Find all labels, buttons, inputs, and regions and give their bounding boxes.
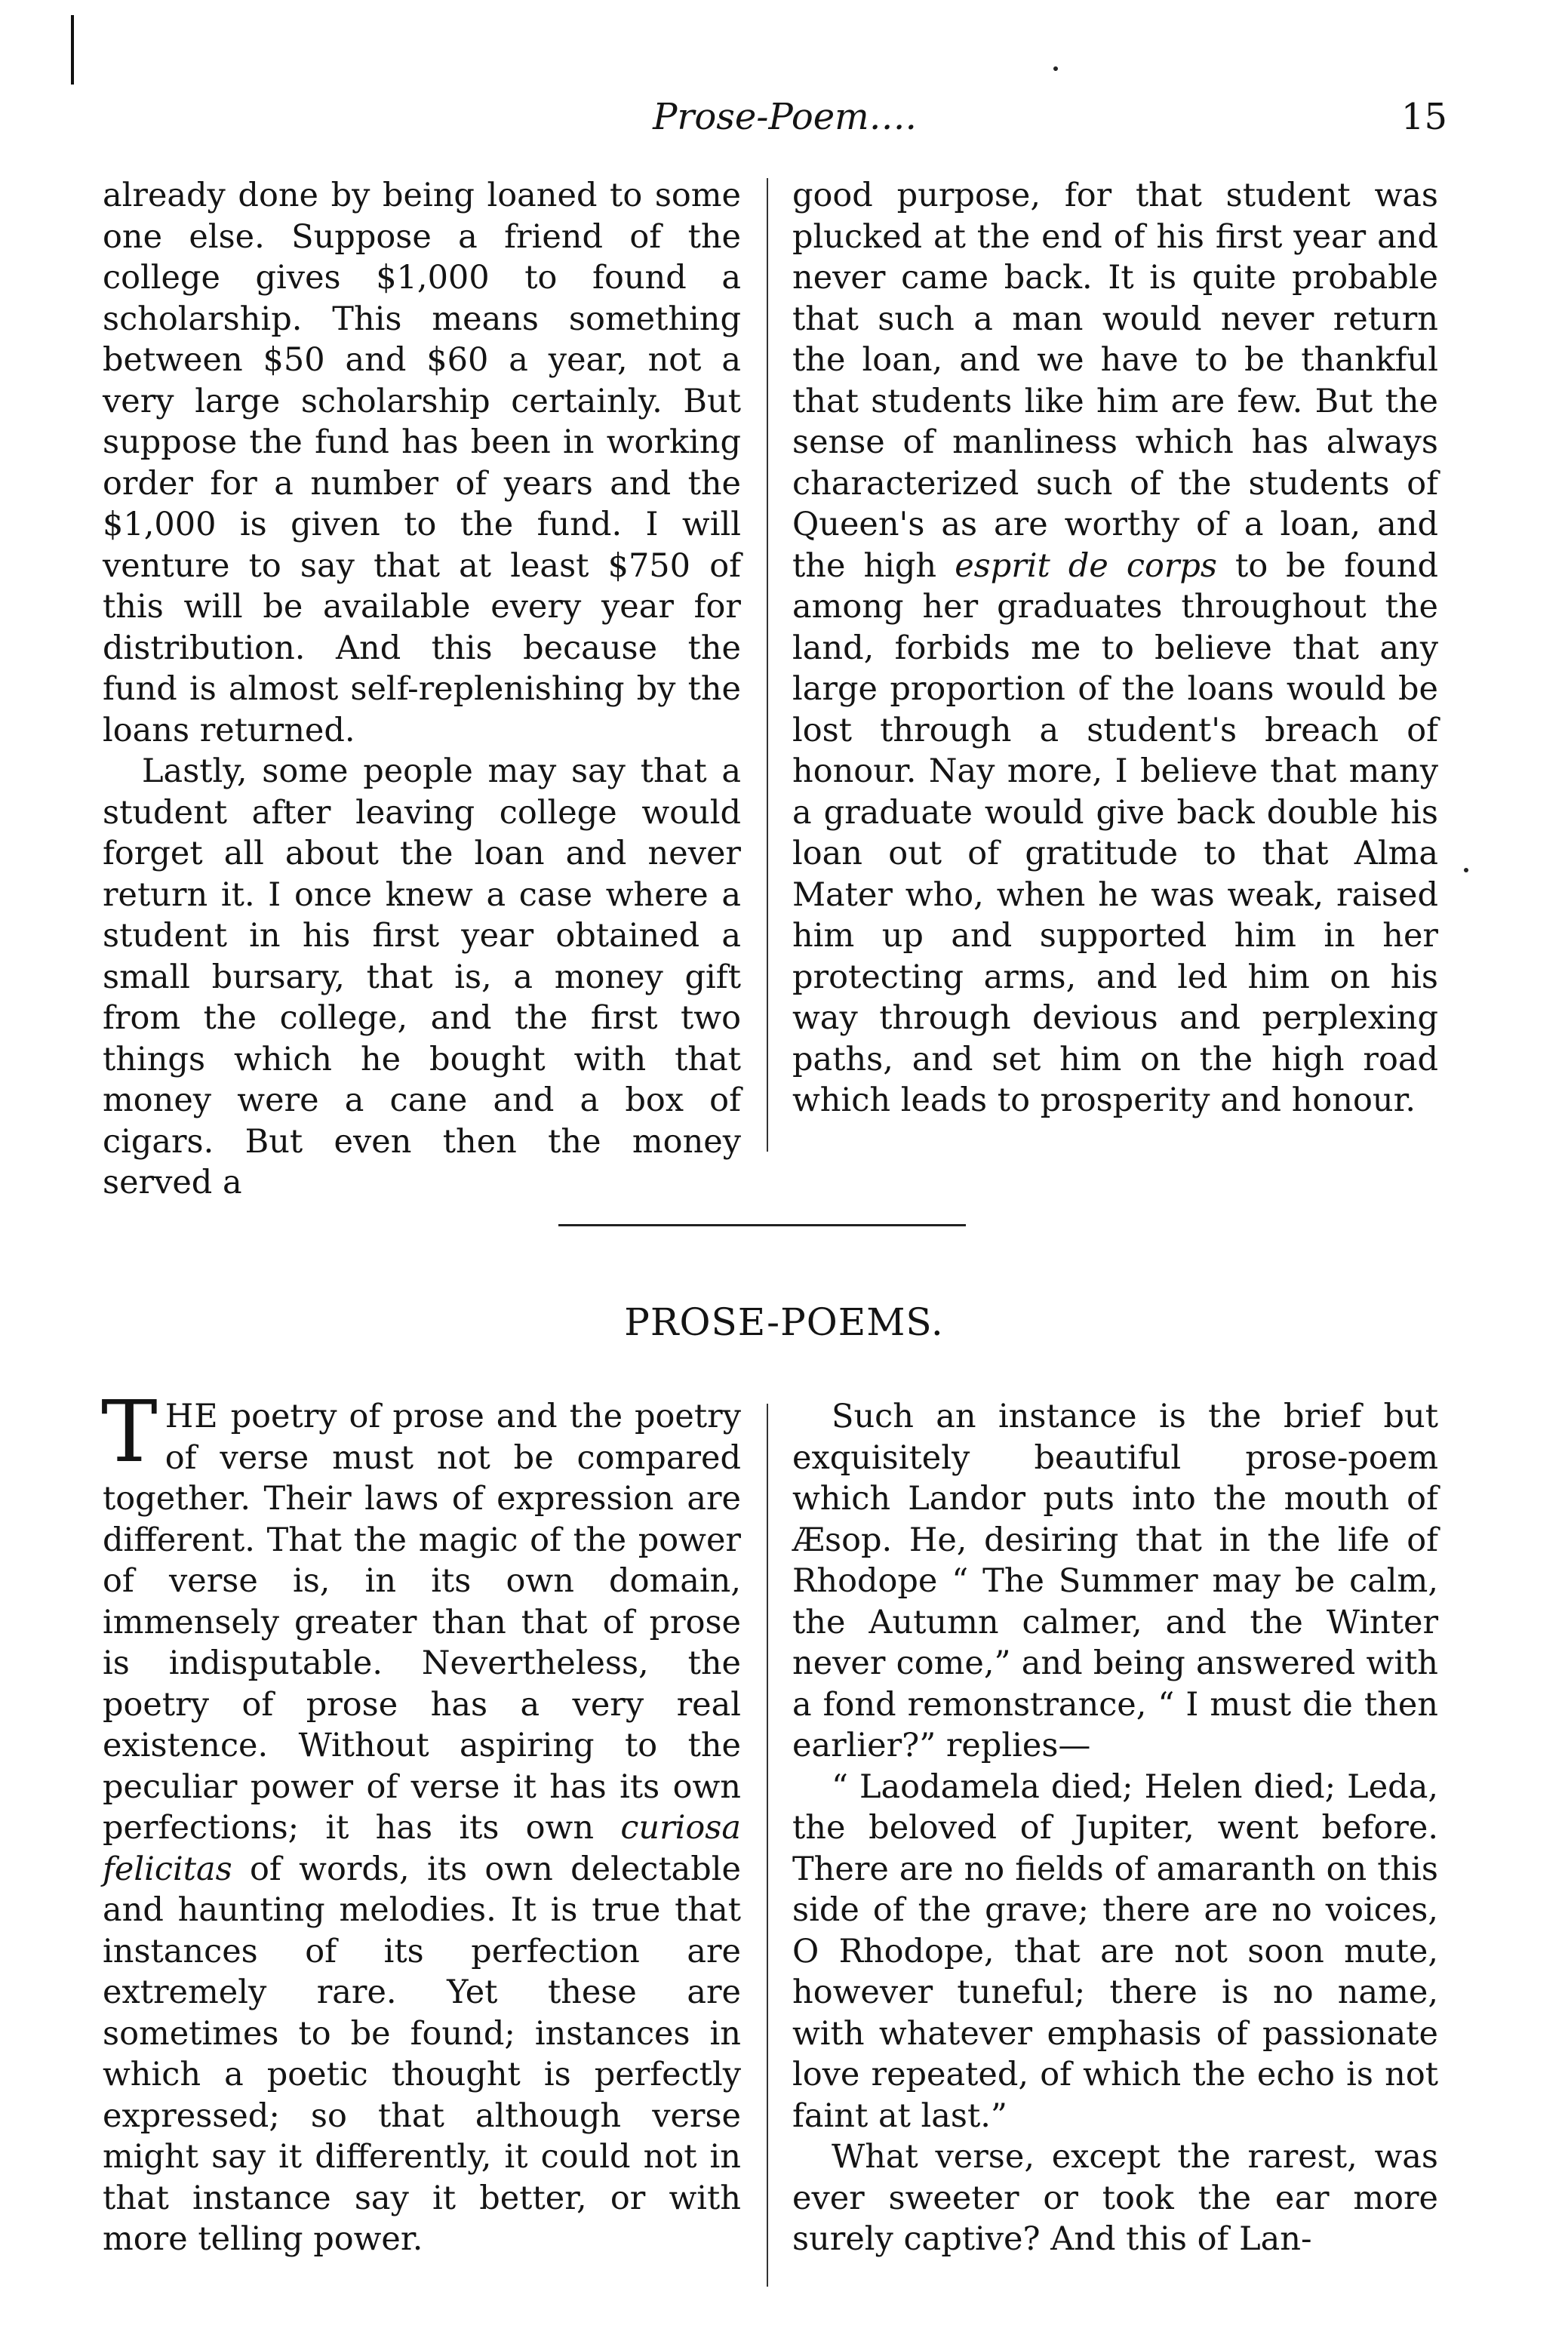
section-divider: [558, 1224, 966, 1226]
paragraph: Lastly, some people may say that a student after leaving college would forget all about the loan and never return it. I once knew a case where a student in his first year obtained a small bursary, that is, a money gift from the college, and the first two things which he bought with that money were a cane and a box of cigars. But even then the money served a: [103, 752, 741, 1201]
drop-cap: T: [101, 1383, 158, 1481]
text-run: good purpose, for that student was plucked at the end of his first year and never came back. It is quite probable that such a man would never return the loan, and we have to be thankful that students like him are few. But the sense of manliness which has always characterized such of the students of Queen's as are worthy of a loan, and the high: [792, 177, 1438, 585]
small-caps: HE: [164, 1398, 219, 1435]
section-title: PROSE-POEMS.: [624, 1300, 944, 1344]
page-number: 15: [1400, 96, 1447, 138]
running-head: [0, 94, 1568, 146]
paragraph: [792, 175, 1438, 1121]
article-left-column: [103, 175, 741, 1204]
quotation: “ Laodamela died; Helen died; Leda, the beloved of Jupiter, went before. There are no fields of amaranth on this side of the grave; there are no voices, O Rhodope, that are not soon mute, however tuneful; there is no name, with whatever emphasis of passionate love repeated, of which the echo is not faint at last.”: [792, 1767, 1438, 2135]
text-run: of words, its own delectable and haunting melodies. It is true that instances of its perfection are extremely rare. Yet these are sometimes to be found; instances in which a poetic thought is perfectly expressed; so that although verse might say it differently, it could not in that instance say it better, or with more telling power.: [103, 1850, 741, 2258]
italic-phrase: esprit de corps: [955, 546, 1217, 585]
article-right-column: [792, 175, 1438, 1121]
running-title: Prose-Poem….: [653, 96, 917, 138]
column-divider: [767, 178, 768, 1152]
paragraph: [101, 1383, 741, 2260]
column-divider: [767, 1404, 768, 2287]
prose-poems-right-column: [792, 1396, 1438, 2260]
italic-phrase: curiosa felicitas: [103, 1809, 741, 1888]
print-speck: [1464, 868, 1468, 872]
text-run: poetry of prose and the poetry of verse must not be compared together. Their laws of expression are different. That the magic of the power of verse is, in its own domain, immensely greater than that of prose is indisputable. Nevertheless, the poetry of prose has a very real existence. Without aspiring to the peculiar power of verse it has its own perfections; it has its own: [103, 1398, 741, 1847]
paragraph: What verse, except the rarest, was ever sweeter or took the ear more surely captive? And this of Lan-: [792, 2138, 1438, 2258]
paragraph: already done by being loaned to some one else. Suppose a friend of the college gives $1,000 to found a scholarship. This means something between $50 and $60 a year, not a very large scholarship certainly. But suppose the fund has been in working order for a number of years and the $1,000 is given to the fund. I will venture to say that at least $750 of this will be available every year for distribution. And this because the fund is almost self-replenishing by the loans returned.: [103, 177, 741, 749]
paragraph: Such an instance is the brief but exquisitely beautiful prose-poem which Landor puts into the mouth of Æsop. He, desiring that in the life of Rhodope “ The Summer may be calm, the Autumn calmer, and the Winter never come,” and being answered with a fond remonstrance, “ I must die then earlier?” replies—: [792, 1398, 1438, 1764]
print-speck: [1053, 66, 1058, 71]
prose-poems-left-column: [101, 1383, 741, 2260]
margin-mark: [71, 15, 74, 85]
text-run: to be found among her graduates throughout the land, forbids me to believe that any large proportion of the loans would be lost through a student's breach of honour. Nay more, I believe that many a graduate would give back double his loan out of gratitude to that Alma Mater who, when he was weak, raised him up and supported him in her protecting arms, and led him on his way through devious and perplexing paths, and set him on the high road which leads to prosperity and honour.: [792, 546, 1438, 1119]
